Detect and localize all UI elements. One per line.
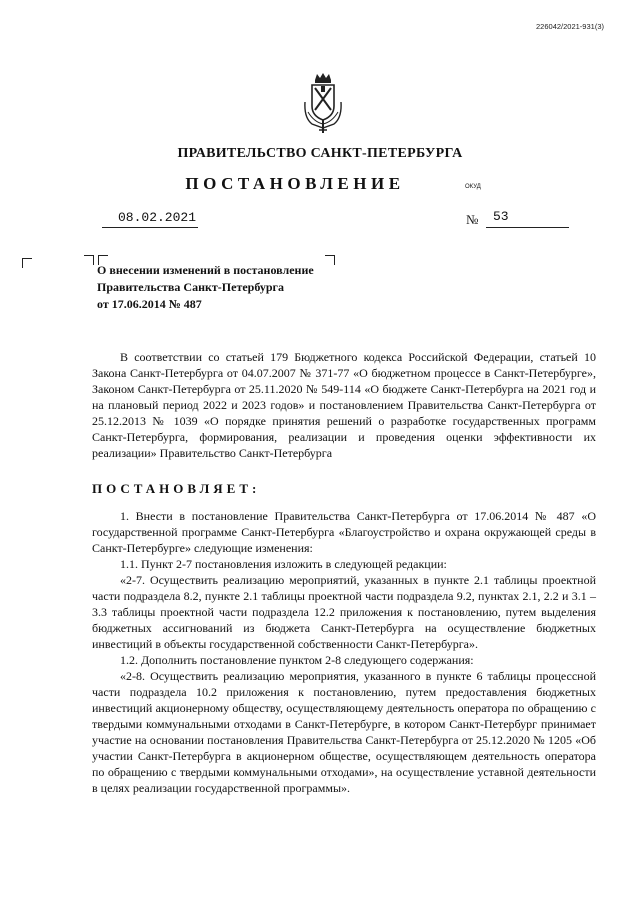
document-id: 226042/2021-931(3)	[536, 22, 604, 31]
margin-corner-mark	[22, 258, 32, 268]
subject-line: от 17.06.2014 № 487	[97, 297, 202, 311]
item-paragraph: 1. Внести в постановление Правительства Санкт-Петербурга от 17.06.2014 № 487 «О государственной программе Санкт-Петербурга «Благоустройство и охрана окружающей среды в Санкт-Петербурге» следующие изменения:	[92, 509, 596, 555]
margin-corner-mark	[84, 255, 94, 265]
issuer-title: ПРАВИТЕЛЬСТВО САНКТ-ПЕТЕРБУРГА	[177, 146, 463, 161]
number-label: №	[466, 212, 479, 227]
item-paragraph: 1.2. Дополнить постановление пунктом 2-8 следующего содержания:	[120, 653, 474, 667]
document-date: 08.02.2021	[118, 210, 197, 225]
coat-of-arms-icon	[302, 72, 344, 134]
item-paragraph: «2-7. Осуществить реализацию мероприятий, указанных в пункте 2.1 таблицы проектной части подраздела 8.2, пункте 2.1 таблицы проектной части подраздела 9.2, пунктах 2.1, 2.2 и 3.1 – 3.3 таблицы проектной части подраздела 12.2 приложения к постановлению, путем выделения бюджетных ассигнований из бюджета Санкт-Петербурга на осуществление бюджетных инвестиций в объекты государственной собственности Санкт-Петербурга».	[92, 573, 596, 651]
okud-label: ОКУД	[465, 184, 481, 190]
preamble-paragraph: В соответствии со статьей 179 Бюджетного кодекса Российской Федерации, статьей 10 Закона Санкт-Петербурга от 04.07.2007 № 371-77 «О бюджетном процессе в Санкт-Петербурге», Законом Санкт-Петербурга от 25.11.2020 № 549-114 «О бюджете Санкт-Петербурга на 2021 год и на плановый период 2022 и 2023 годов» и постановлением Правительства Санкт-Петербурга от 25.12.2013 № 1039 «О порядке принятия решений о разработке государственных программ Санкт-Петербурга, формирования, реализации и проведения оценки эффективности их реализации» Правительство Санкт-Петербурга	[92, 350, 596, 460]
number-underline	[486, 227, 569, 228]
item-paragraph: «2-8. Осуществить реализацию мероприятия, указанного в пункте 6 таблицы процессной части подраздела 10.2 приложения к постановлению, путем предоставления бюджетных инвестиций акционерному обществу, осуществляющему деятельность оператора по обращению с твердыми коммунальными отходами в Санкт-Петербурге, в котором Санкт-Петербург принимает участие на основании постановления Правительства Санкт-Петербурга от 25.12.2020 № 1205 «Об участии Санкт-Петербурга в акционерном обществе, осуществляющем деятельность оператора по обращению с твердыми коммунальными отходами», на осуществление уставной деятельности в целях реализации государственной программы».	[92, 669, 596, 795]
date-underline	[102, 227, 198, 228]
document-number: 53	[493, 209, 509, 224]
subject-line: Правительства Санкт-Петербурга	[97, 280, 285, 294]
resolution-items	[92, 508, 596, 796]
subject-line: О внесении изменений в постановление	[97, 263, 314, 277]
resolves-heading: ПОСТАНОВЛЯЕТ:	[92, 481, 261, 496]
document-type-title: ПОСТАНОВЛЕНИЕ	[185, 174, 405, 193]
item-paragraph: 1.1. Пункт 2-7 постановления изложить в следующей редакции:	[120, 557, 447, 571]
document-subject	[97, 262, 347, 313]
